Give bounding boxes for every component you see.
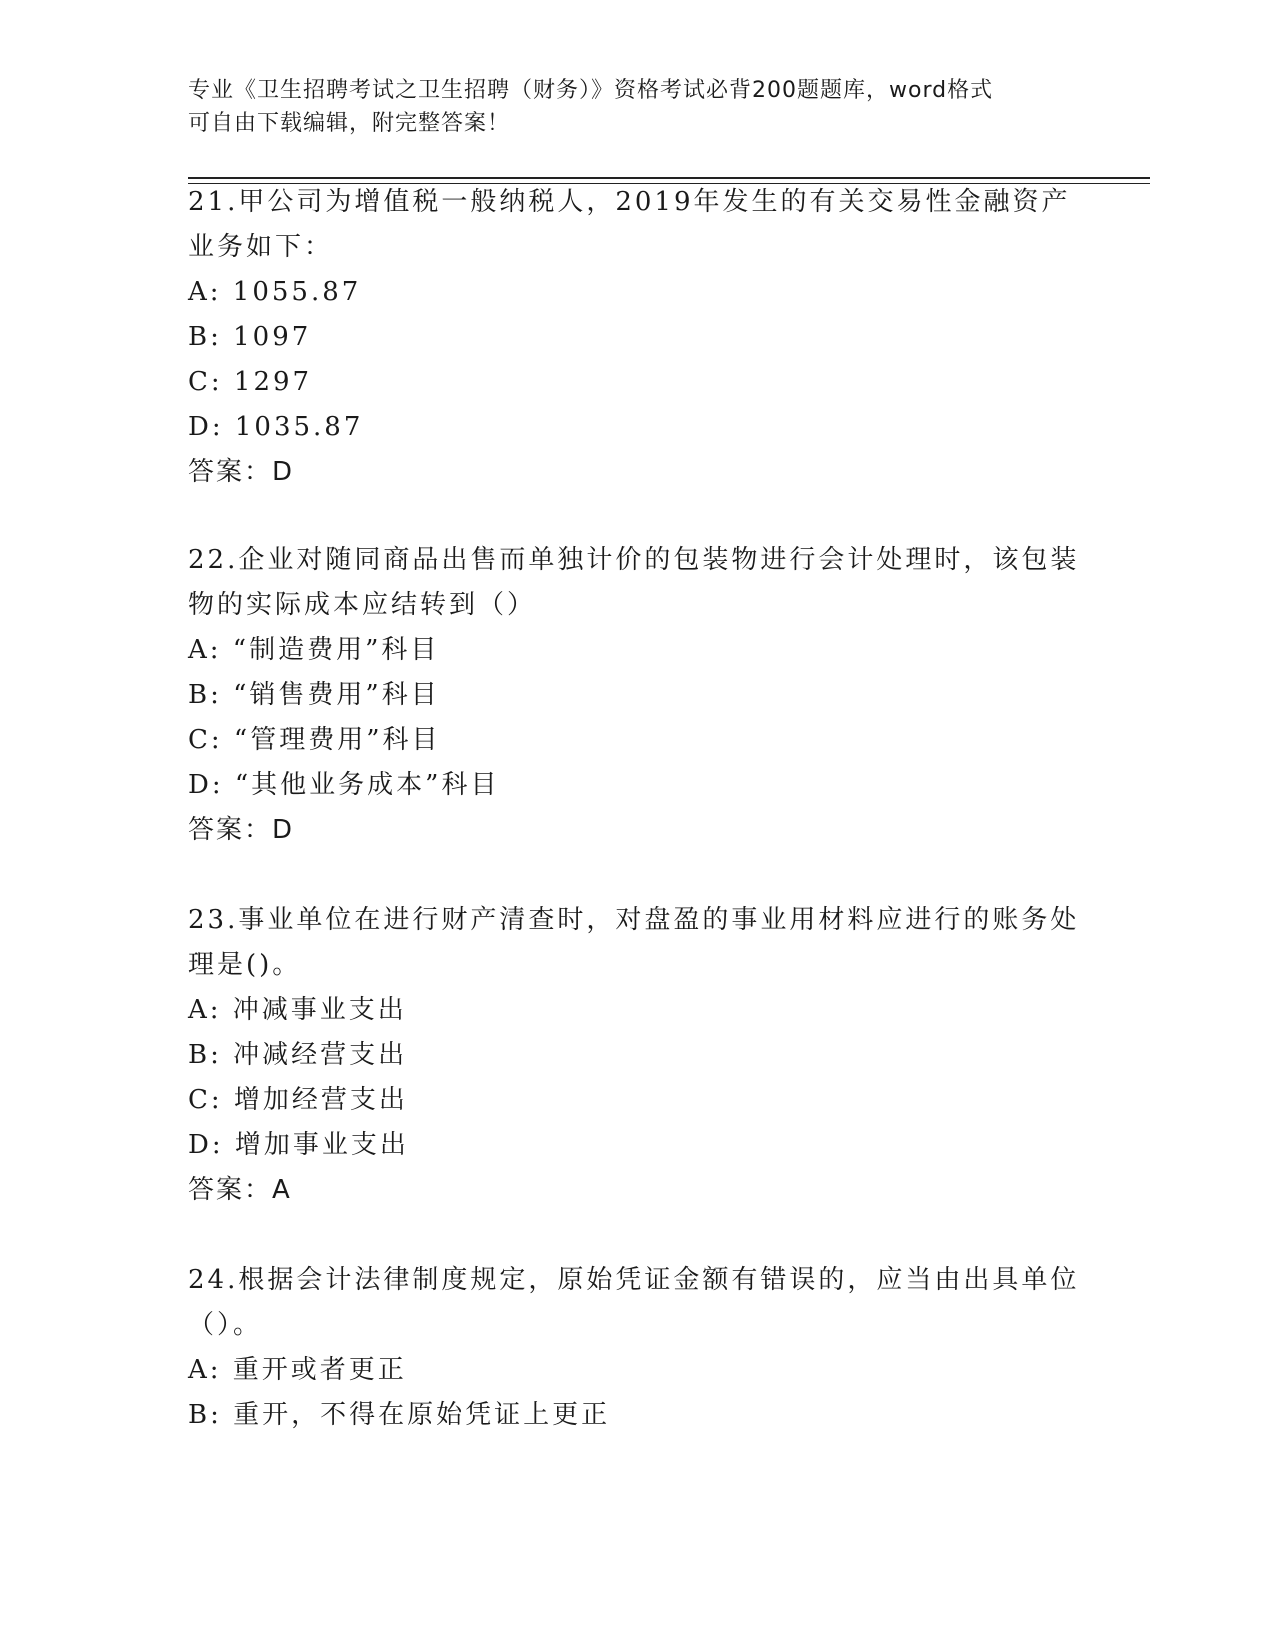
option-a: A: 1055.87 <box>188 277 362 307</box>
option-c: C: “管理费用”科目 <box>188 725 441 755</box>
option-d: D: “其他业务成本”科目 <box>188 770 500 800</box>
option-c: C: 1297 <box>188 367 313 397</box>
option-c: C: 增加经营支出 <box>188 1085 408 1115</box>
header-line-1: 专业《卫生招聘考试之卫生招聘（财务）》资格考试必背200题题库，word格式 <box>188 78 994 103</box>
answer: 答案：A <box>188 1175 292 1205</box>
option-a: A: 重开或者更正 <box>188 1355 407 1385</box>
answer: 答案：D <box>188 815 295 845</box>
question-22 <box>188 538 1088 853</box>
question-stem: 24.根据会计法律制度规定，原始凭证金额有错误的，应当由出具单位（）。 <box>188 1265 1080 1340</box>
option-a: A: 冲减事业支出 <box>188 995 407 1025</box>
header-line-2: 可自由下载编辑，附完整答案！ <box>188 111 511 136</box>
option-b: B: 1097 <box>188 322 312 352</box>
question-stem: 23.事业单位在进行财产清查时，对盘盈的事业用材料应进行的账务处理是()。 <box>188 905 1080 980</box>
option-b: B: 重开，不得在原始凭证上更正 <box>188 1400 611 1430</box>
question-24 <box>188 1258 1088 1438</box>
header-divider-thick <box>188 177 1150 179</box>
option-d: D: 增加事业支出 <box>188 1130 409 1160</box>
option-d: D: 1035.87 <box>188 412 364 442</box>
question-21 <box>188 180 1088 495</box>
question-stem: 22.企业对随同商品出售而单独计价的包装物进行会计处理时，该包装物的实际成本应结转到（） <box>188 545 1080 620</box>
option-b: B: “销售费用”科目 <box>188 680 440 710</box>
question-23 <box>188 898 1088 1213</box>
option-b: B: 冲减经营支出 <box>188 1040 408 1070</box>
option-a: A: “制造费用”科目 <box>188 635 440 665</box>
question-stem: 21.甲公司为增值税一般纳税人，2019年发生的有关交易性金融资产业务如下： <box>188 187 1071 262</box>
answer: 答案：D <box>188 457 295 487</box>
document-header <box>188 74 1068 140</box>
